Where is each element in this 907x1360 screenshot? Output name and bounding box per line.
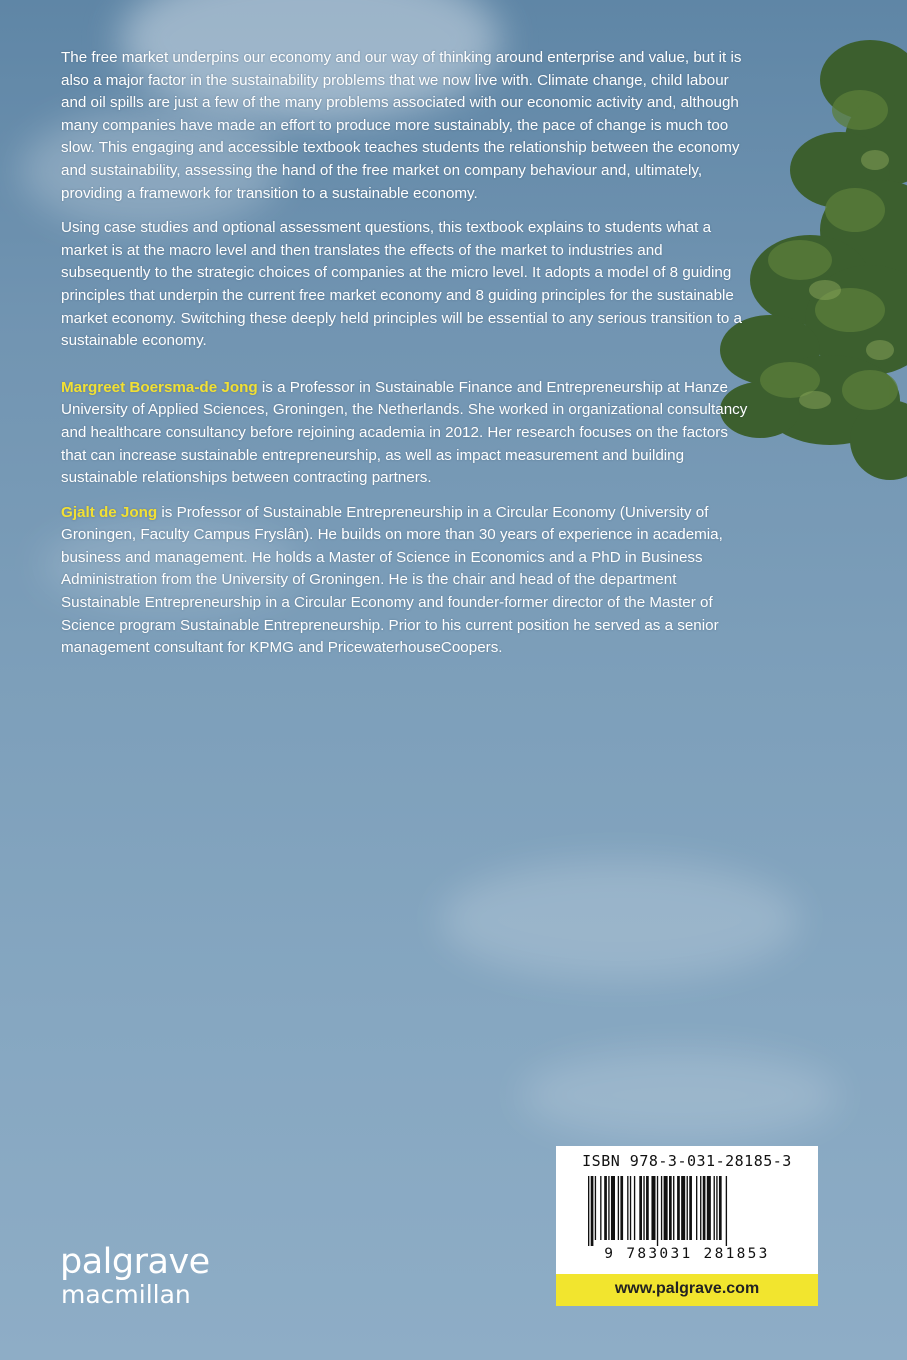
author-bio-text: is a Professor in Sustainable Finance and Entrepreneurship at Hanze University of Applied Sciences, Groningen, the Netherlands. She worked in organizational consultancy and healthcare consultancy before rejoining academia in 2012. Her research focuses on the factors that can increase sustainable entrepreneurship, as well as impact measurement and building sustainable relationships between contracting partners.: [61, 378, 748, 487]
barcode-bar: [703, 1176, 706, 1240]
barcode-bar: [651, 1176, 655, 1240]
barcode-bar: [714, 1176, 715, 1240]
barcode-bar: [618, 1176, 619, 1240]
publisher-logo-line2: macmillan: [61, 1280, 191, 1309]
isbn-barcode-box: [556, 1146, 818, 1306]
cloud-decoration: [440, 860, 800, 980]
author-bio-text: is Professor of Sustainable Entrepreneurship in a Circular Economy (University of Groningen, Faculty Campus Fryslân). He builds on more than 30 years of experience in academia, business and management. He holds a Master of Science in Economics and a PhD in Business Administration from the University of Groningen. He is the chair and head of the department Sustainable Entrepreneurship in a Circular Economy and founder-former director of the Master of Science program Sustainable Entrepreneurship. Prior to his current position he served as a senior management consultant for KPMG and PricewaterhouseCoopers.: [61, 503, 723, 657]
barcode-bar: [620, 1176, 623, 1240]
barcode-bar: [696, 1176, 697, 1240]
barcode-bar: [588, 1176, 589, 1246]
barcode-bar: [689, 1176, 692, 1240]
author-bio: [61, 502, 751, 660]
barcode-bar: [664, 1176, 668, 1240]
barcode-bar: [591, 1176, 594, 1246]
barcode-image: [586, 1176, 788, 1246]
publisher-logo: [60, 1243, 210, 1309]
publisher-logo-line1: palgrave: [60, 1242, 210, 1282]
barcode-bar: [630, 1176, 631, 1240]
author-name: Gjalt de Jong: [61, 503, 158, 521]
publisher-url: www.palgrave.com: [556, 1274, 818, 1306]
author-bio: [61, 377, 751, 490]
barcode-bar: [719, 1176, 722, 1240]
barcode-bar: [673, 1176, 674, 1240]
author-name: Margreet Boersma-de Jong: [61, 378, 258, 396]
barcode-bar: [604, 1176, 607, 1240]
barcode-bar: [646, 1176, 649, 1240]
isbn-label: ISBN 978-3-031-28185-3: [582, 1152, 792, 1170]
blurb-paragraph: Using case studies and optional assessment questions, this textbook explains to students what a market is at the macro level and then translates the effects of the market to industries and subsequently to the strategic choices of companies at the micro level. It adopts a model of 8 guiding principles that underpin the current free market economy and 8 guiding principles for the sustainable market economy. Switching these deeply held principles will be essential to any serious transition to a sustainable economy.: [61, 219, 742, 350]
barcode-bar: [657, 1176, 658, 1246]
barcode-bar: [634, 1176, 635, 1240]
cloud-decoration: [520, 1050, 840, 1140]
barcode-bar: [681, 1176, 685, 1240]
barcode-digits: 9 783031 281853: [604, 1246, 770, 1262]
barcode-bar: [627, 1176, 628, 1240]
barcode-bar: [707, 1176, 711, 1240]
barcode-bar: [611, 1176, 615, 1240]
barcode-bar: [677, 1176, 680, 1240]
barcode-bar: [608, 1176, 609, 1240]
barcode-bar: [716, 1176, 717, 1240]
barcode-bar: [639, 1176, 642, 1240]
barcode-bar: [669, 1176, 672, 1240]
barcode-bar: [643, 1176, 644, 1240]
barcode-bar: [726, 1176, 727, 1246]
barcode-bar: [661, 1176, 662, 1240]
barcode-bar: [595, 1176, 596, 1240]
back-cover-text: [61, 47, 751, 672]
blurb-paragraph: The free market underpins our economy and our way of thinking around enterprise and value, but it is also a major factor in the sustainability problems that we now live with. Climate change, child labour and oil spills are just a few of the many problems associated with our economic activity and, although many companies have made an effort to produce more sustainably, the pace of change is much too slow. This engaging and accessible textbook teaches students the relationship between the economy and sustainability, assessing the hand of the free market on company behaviour and, ultimately, providing a framework for transition to a sustainable economy.: [61, 49, 742, 202]
barcode-bar: [687, 1176, 688, 1240]
barcode-bar: [700, 1176, 701, 1240]
barcode-bar: [600, 1176, 601, 1240]
